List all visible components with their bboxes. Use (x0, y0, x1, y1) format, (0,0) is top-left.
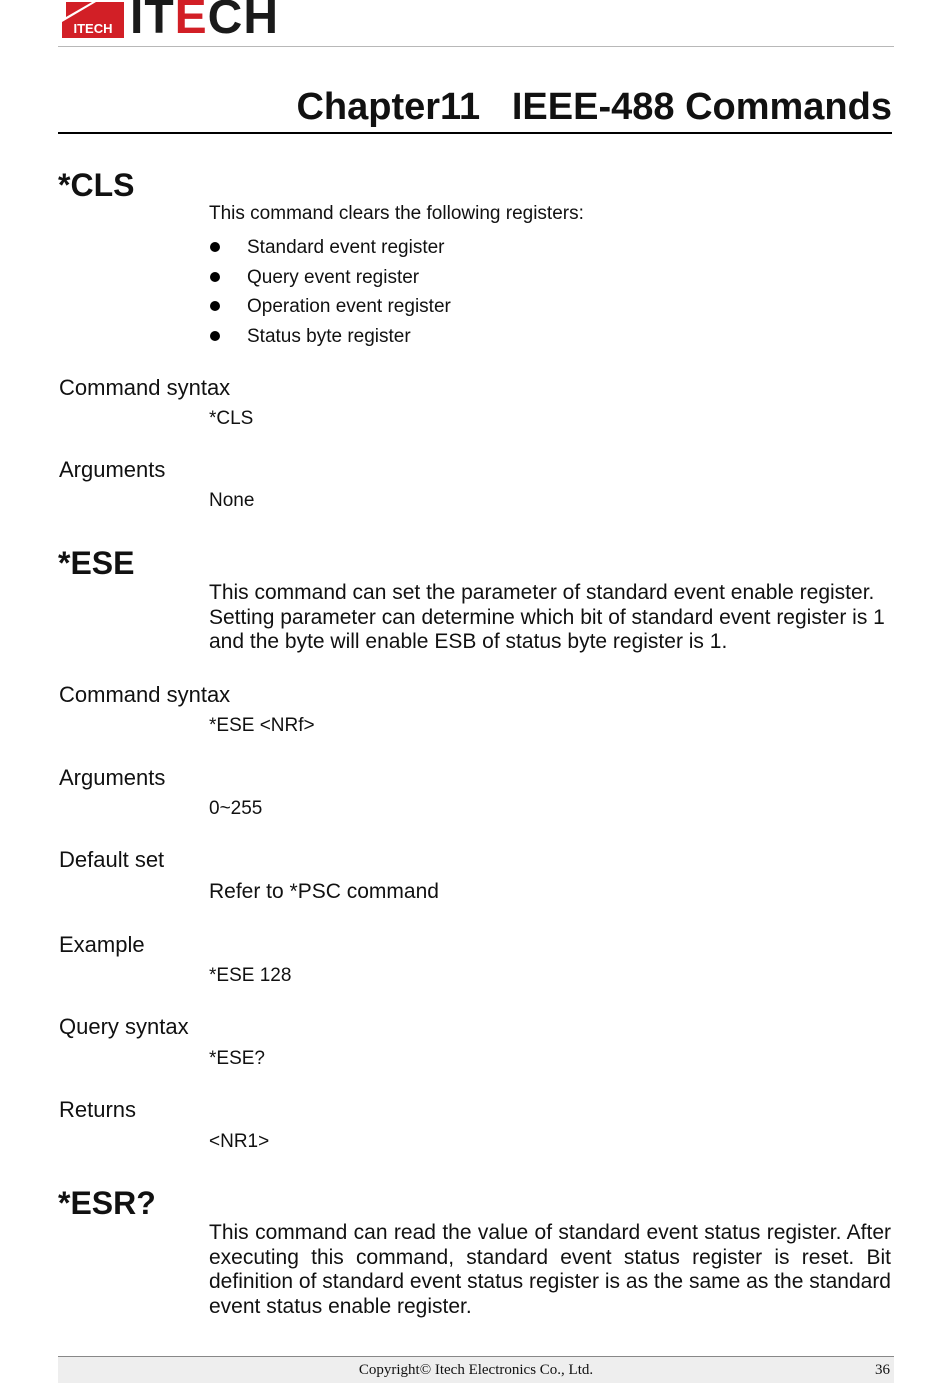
bullet-icon (210, 242, 220, 252)
ese-example-label: Example (59, 932, 145, 957)
page-number: 36 (875, 1362, 890, 1378)
ese-example: *ESE 128 (209, 965, 292, 986)
list-item-text: Operation event register (247, 296, 451, 317)
ese-returns-label: Returns (59, 1097, 137, 1122)
list-item-text: Status byte register (247, 325, 411, 347)
cls-args: None (209, 490, 255, 511)
cls-register-list (209, 236, 451, 354)
list-item-text: Query event register (247, 266, 420, 288)
ese-query: *ESE? (209, 1048, 265, 1069)
ese-syntax-label: Command syntax (59, 682, 231, 707)
list-item (209, 295, 451, 325)
bullet-icon (210, 272, 220, 282)
bullet-icon (210, 331, 220, 341)
itech-logo (58, 0, 298, 42)
cls-heading: *CLS (58, 167, 135, 203)
ese-args: 0~255 (209, 798, 263, 819)
list-item (209, 266, 451, 296)
cls-syntax-label: Command syntax (59, 375, 231, 400)
esr-description: This command can read the value of standard event status register. After executing this command, standard event status register is reset. Bit definition of standard event status register is as the same as the standard event status enable register. (209, 1221, 891, 1318)
ese-args-label: Arguments (59, 765, 166, 790)
ese-default-label: Default set (59, 847, 165, 872)
logo-flag-icon (62, 2, 124, 38)
cls-args-label: Arguments (59, 457, 166, 482)
list-item-text: Standard event register (247, 237, 445, 258)
logo-wordmark (130, 0, 279, 42)
esr-heading: *ESR? (58, 1185, 156, 1221)
list-item (209, 236, 451, 266)
page-footer (58, 1356, 894, 1383)
logo-flag-text: ITECH (73, 21, 113, 36)
ese-description: This command can set the parameter of standard event enable register. Setting parameter can determine which bit of standard event register is 1 and the byte will enable ESB of status byte register is 1. (209, 581, 885, 653)
ese-default: Refer to *PSC command (209, 880, 439, 903)
chapter-title: Chapter11 IEEE-488 Commands (58, 82, 892, 134)
list-item (209, 325, 451, 355)
ese-query-label: Query syntax (59, 1014, 189, 1039)
ese-heading: *ESE (58, 545, 135, 581)
cls-syntax: *CLS (209, 408, 254, 429)
bullet-icon (210, 301, 220, 311)
logo-text-e: E (174, 0, 208, 44)
ese-syntax: *ESE <NRf> (209, 715, 315, 736)
copyright-text: Copyright© Itech Electronics Co., Ltd. (358, 1362, 594, 1378)
cls-intro: This command clears the following registers: (209, 203, 584, 224)
logo-text-suffix: CH (207, 0, 279, 44)
ese-returns: <NR1> (209, 1131, 270, 1152)
page-header (58, 0, 894, 47)
logo-text-prefix: IT (130, 0, 175, 44)
